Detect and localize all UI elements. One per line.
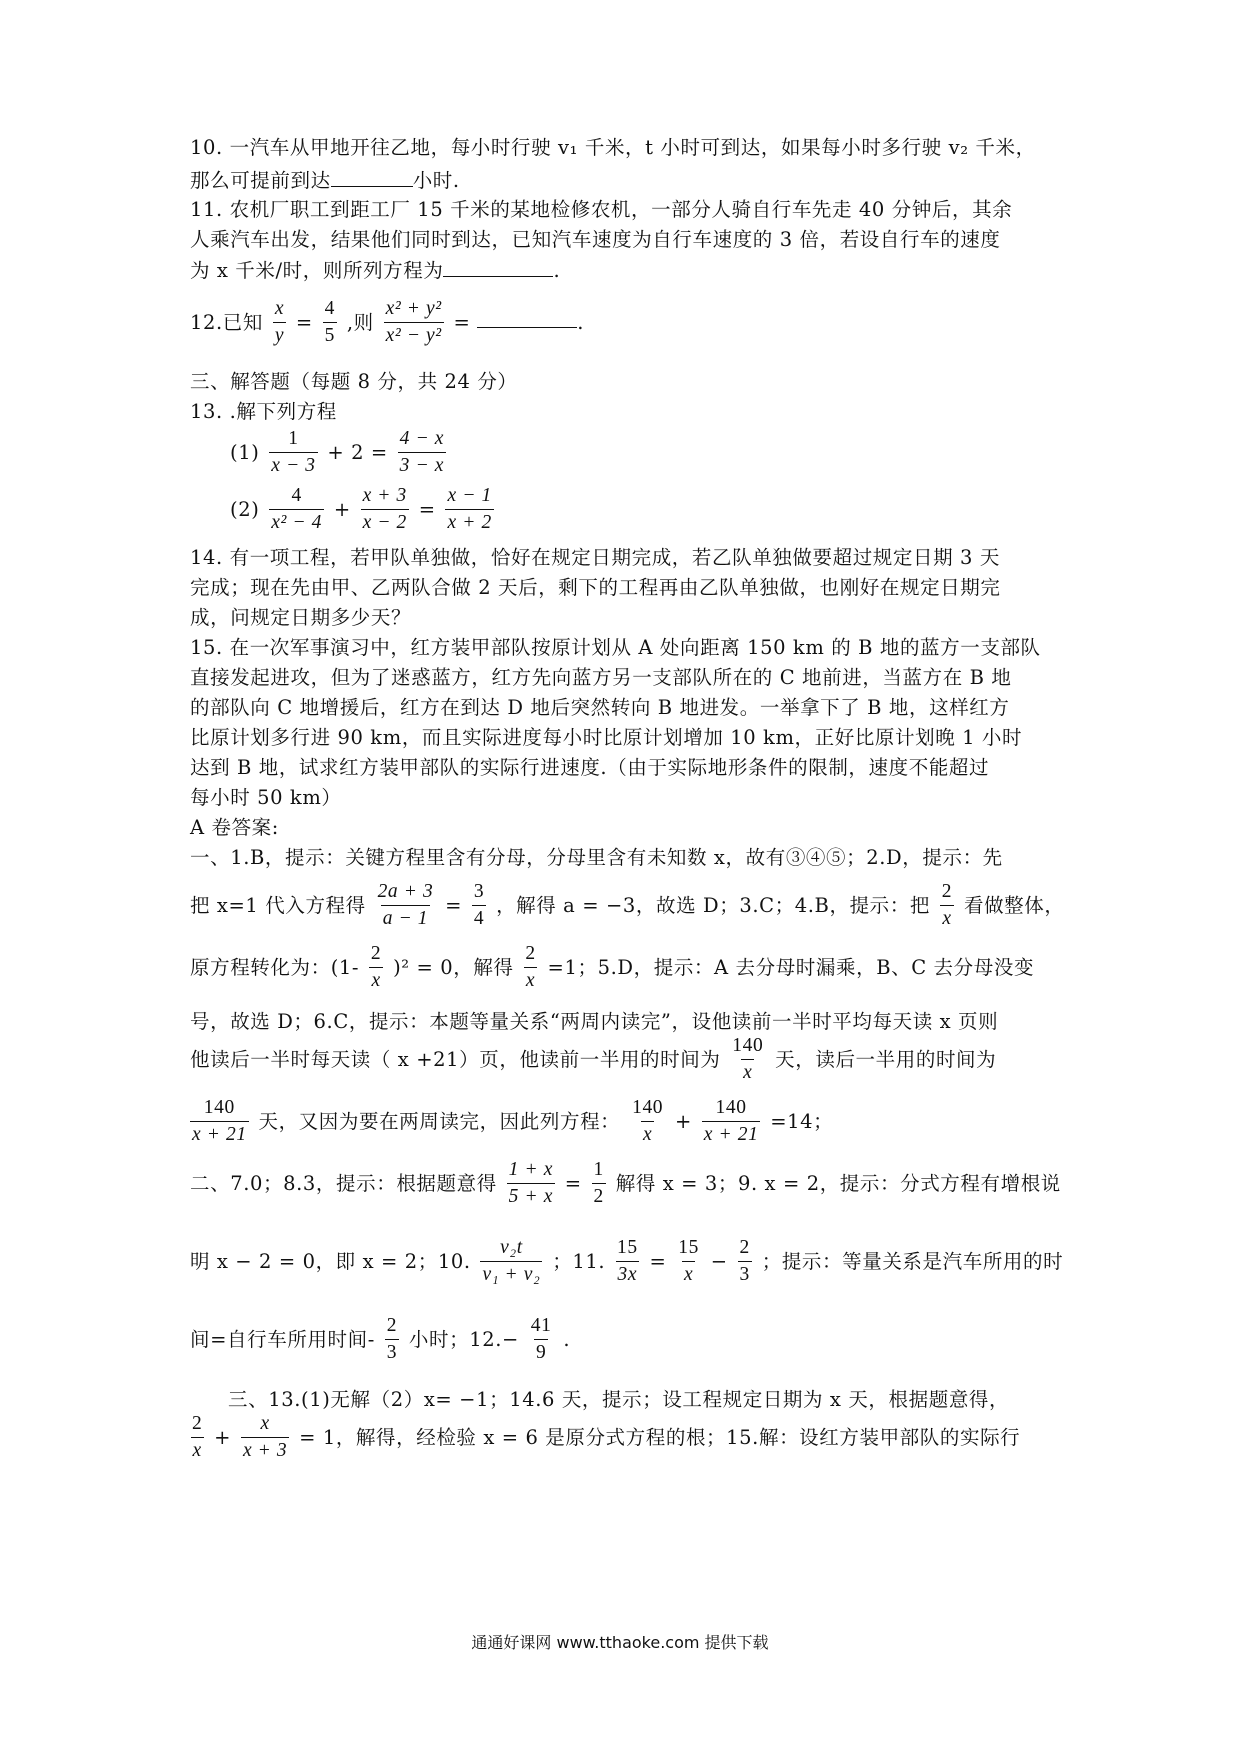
fraction-numerator: x + 3	[362, 485, 407, 506]
answers-row-2	[190, 880, 1064, 931]
q12-mid-text: ,则	[346, 310, 374, 334]
plus-sign: +	[674, 1109, 692, 1133]
answers-r6-fraction-2	[630, 1096, 665, 1147]
fraction-denominator: x	[641, 1121, 654, 1147]
fraction-denominator: 3	[385, 1339, 399, 1365]
fraction-denominator: 3	[738, 1261, 752, 1287]
fraction-numerator: 2a + 3	[377, 881, 434, 902]
fraction-denominator: 9	[534, 1339, 548, 1365]
answers-r2-text-c: 看做整体，	[963, 893, 1065, 917]
answers-row-11	[190, 1412, 1020, 1463]
fraction-denominator: 5 + x	[507, 1183, 555, 1209]
q13-p1-label: (1)	[230, 440, 260, 464]
fraction-denominator: x + 21	[702, 1121, 761, 1147]
plus-sign: +	[214, 1425, 232, 1449]
answers-row-1: 一、1.B，提示：关键方程里含有分母，分母里含有未知数 x，故有③④⑤；2.D，提示：先	[190, 846, 1003, 869]
q15-line-2: 直接发起进攻，但为了迷惑蓝方，红方先向蓝方另一支部队所在的 C 地前进，当蓝方在 B 地	[190, 666, 1012, 689]
fraction-denominator: 5	[323, 322, 337, 348]
fraction-denominator: x	[741, 1059, 754, 1085]
q14-line-3: 成，问规定日期多少天？	[190, 606, 412, 629]
fraction-numerator: 1 + x	[508, 1159, 553, 1180]
answers-r6-text-a: 天，又因为要在两周读完，因此列方程：	[258, 1109, 621, 1133]
fraction-numerator: 4 − x	[399, 428, 444, 449]
equals-sign: =	[445, 893, 463, 917]
answers-r8-fraction-1	[480, 1236, 542, 1287]
answers-r3-text-b: )² = 0，解得	[393, 955, 514, 979]
equals-sign: =	[649, 1249, 667, 1273]
answers-r7-text-a: 二、7.0；8.3，提示：根据题意得	[190, 1171, 497, 1195]
fraction-numerator: 2	[525, 943, 536, 964]
answers-r5-text-b: 天，读后一半用的时间为	[775, 1047, 997, 1071]
answers-r9-text-a: 间=自行车所用时间-	[190, 1327, 375, 1351]
fraction-numerator: 41	[530, 1315, 552, 1336]
fraction-denominator: x + 21	[190, 1121, 249, 1147]
q12-line	[190, 297, 584, 348]
page-footer: 通通好课网 www.tthaoke.com 提供下载	[471, 1633, 769, 1652]
q13-title: 13. .解下列方程	[190, 400, 337, 423]
q15-line-3: 的部队向 C 地增援后，红方在到达 D 地后突然转向 B 地进发。一举拿下了 B 地，这样红方	[190, 696, 1010, 719]
answers-r7-fraction-2	[592, 1158, 606, 1209]
answers-r6-fraction-3	[702, 1096, 761, 1147]
fraction-denominator: x − 3	[269, 452, 317, 478]
q15-line-6: 每小时 50 km）	[190, 786, 342, 809]
q15-line-4: 比原计划多行进 90 km，而且实际进度每小时比原计划增加 10 km，正好比原计划晚 1 小时	[190, 726, 1023, 749]
answers-r8-fraction-4	[738, 1236, 752, 1287]
q13-p2-label: (2)	[230, 497, 260, 521]
q11-line-2: 人乘汽车出发，结果他们同时到达，已知汽车速度为自行车速度的 3 倍，若设自行车的速度	[190, 228, 1001, 251]
answers-row-7	[190, 1158, 1061, 1209]
answers-r3-fraction-2	[523, 942, 537, 993]
answers-r3-text-a: 原方程转化为：(1-	[190, 955, 360, 979]
answers-r3-fraction-1	[369, 942, 383, 993]
fraction-denominator: x	[940, 905, 953, 931]
answers-r8-text-c: ；提示：等量关系是汽车所用的时	[761, 1249, 1064, 1273]
fraction-numerator: 2	[739, 1237, 750, 1258]
fraction-numerator: 140	[715, 1097, 747, 1118]
fraction-numerator: x	[260, 1413, 270, 1434]
answers-r6-fraction-1	[190, 1096, 249, 1147]
q15-line-5: 达到 B 地，试求红方装甲部队的实际行进速度.（由于实际地形条件的限制，速度不能超过	[190, 756, 990, 779]
fraction-numerator: 140	[732, 1035, 764, 1056]
q12-prefix: 12.已知	[190, 310, 264, 334]
fraction-numerator: x² + y²	[385, 298, 442, 319]
q11-text-a: 为 x 千米/时，则所列方程为	[190, 259, 444, 282]
fraction-denominator: 4	[472, 905, 486, 931]
answers-r8-fraction-2	[615, 1236, 640, 1287]
fraction-numerator: x − 1	[447, 485, 492, 506]
fraction-numerator: 140	[632, 1097, 664, 1118]
answers-r8-text-a: 明 x − 2 = 0，即 x = 2；10.	[190, 1249, 471, 1273]
answers-r8-fraction-3	[676, 1236, 701, 1287]
section-3-heading: 三、解答题（每题 8 分，共 24 分）	[190, 370, 518, 393]
fraction-denominator: x² − y²	[384, 322, 444, 348]
answers-row-6	[190, 1096, 833, 1147]
fraction-denominator: x + 2	[445, 509, 493, 535]
fraction-denominator: x² − 4	[269, 509, 324, 535]
fraction-numerator: 2	[941, 881, 953, 902]
fraction-numerator: 3	[473, 881, 485, 902]
answers-row-4: 号，故选 D；6.C，提示：本题等量关系“两周内读完”，设他读前一半时平均每天读 x 页则	[190, 1010, 999, 1033]
fraction-denominator: y	[273, 322, 286, 348]
fraction-numerator: 2	[386, 1315, 398, 1336]
answers-r11-text-a: = 1，解得，经检验 x = 6 是原分式方程的根；15.解：设红方装甲部队的实际行	[299, 1425, 1021, 1449]
fraction-numerator: v₂t	[500, 1237, 523, 1258]
answers-r9-text-c: .	[563, 1327, 571, 1351]
q13-p2-fraction-3	[445, 484, 493, 535]
fraction-denominator: 3x	[616, 1261, 640, 1287]
fraction-denominator: x	[524, 967, 537, 993]
answers-row-3	[190, 942, 1034, 993]
fraction-numerator: 15	[678, 1237, 699, 1258]
answers-title: A 卷答案:	[190, 816, 279, 839]
q13-part-2	[230, 484, 497, 535]
fraction-denominator: a − 1	[381, 905, 430, 931]
answers-r9-fraction-1	[385, 1314, 399, 1365]
fraction-numerator: 1	[288, 428, 299, 449]
q11-line-3	[190, 258, 560, 283]
q14-line-1: 14. 有一项工程，若甲队单独做，恰好在规定日期完成，若乙队单独做要超过规定日期 3 天	[190, 546, 1000, 569]
fraction-denominator: x	[369, 967, 382, 993]
fraction-numerator: 4	[291, 485, 302, 506]
q11-answer-blank	[443, 258, 553, 277]
answers-r7-fraction-1	[507, 1158, 555, 1209]
equals-sign: =	[295, 310, 313, 334]
answers-r8-text-b: ；11.	[552, 1249, 606, 1273]
answers-row-10: 三、13.(1)无解（2）x= −1；14.6 天，提示；设工程规定日期为 x 天，根据题意得，	[228, 1388, 1010, 1411]
answers-r2-text-a: 把 x=1 代入方程得	[190, 893, 366, 917]
answers-r5-fraction	[730, 1034, 765, 1085]
q10-text-a: 那么可提前到达	[190, 169, 331, 192]
fraction-numerator: 1	[593, 1159, 604, 1180]
q15-line-1: 15. 在一次军事演习中，红方装甲部队按原计划从 A 处向距离 150 km 的 B 地的蓝方一支部队	[190, 636, 1041, 659]
q14-line-2: 完成；现在先由甲、乙两队合做 2 天后，剩下的工程再由乙队单独做，也刚好在规定日期完	[190, 576, 1001, 599]
fraction-numerator: x	[274, 298, 285, 319]
fraction-numerator: 2	[192, 1413, 203, 1434]
equals-sign: =	[564, 1171, 582, 1195]
answers-row-5	[190, 1034, 996, 1085]
answers-r2-fraction-2	[472, 880, 486, 931]
q12-answer-blank	[477, 309, 577, 328]
answers-r3-text-c: =1；5.D，提示：A 去分母时漏乘，B、C 去分母没变	[547, 955, 1035, 979]
fraction-denominator: x − 2	[361, 509, 409, 535]
equals-sign: =	[453, 310, 471, 334]
fraction-denominator: 3 − x	[398, 452, 446, 478]
fraction-numerator: 15	[616, 1237, 638, 1258]
fraction-numerator: 140	[203, 1097, 235, 1118]
q12-end: .	[577, 310, 585, 334]
answers-r9-text-b: 小时；12.−	[408, 1327, 519, 1351]
q12-fraction-4-over-5	[323, 297, 337, 348]
plus-sign: +	[333, 497, 351, 521]
answers-row-9	[190, 1314, 570, 1365]
answers-r2-text-b: ，解得 a = −3，故选 D；3.C；4.B，提示：把	[496, 893, 930, 917]
answers-r5-text-a: 他读后一半时每天读（ x +21）页，他读前一半用的时间为	[190, 1047, 721, 1071]
fraction-denominator: x + 3	[241, 1437, 289, 1463]
fraction-denominator: 2	[592, 1183, 606, 1209]
q12-fraction-expression	[384, 297, 444, 348]
q12-fraction-x-over-y	[273, 297, 286, 348]
q11-line-1: 11. 农机厂职工到距工厂 15 千米的某地检修农机，一部分人骑自行车先走 40 分钟后，其余	[190, 198, 1013, 221]
answers-r11-fraction-2	[241, 1412, 289, 1463]
answers-r9-fraction-2	[529, 1314, 554, 1365]
fraction-denominator: x	[191, 1437, 204, 1463]
q13-p1-fraction-1	[269, 427, 317, 478]
minus-sign: −	[710, 1249, 728, 1273]
answers-r2-fraction-1	[376, 880, 436, 931]
equals-sign: =	[418, 497, 436, 521]
answers-row-8	[190, 1236, 1063, 1287]
answers-r6-text-b: =14；	[770, 1109, 834, 1133]
q13-p2-fraction-1	[269, 484, 324, 535]
answers-r7-text-b: 解得 x = 3；9. x = 2，提示：分式方程有增根说	[615, 1171, 1061, 1195]
answers-r2-fraction-3	[940, 880, 954, 931]
q10-answer-blank	[331, 168, 413, 187]
q10-text-b: 小时.	[412, 169, 460, 192]
fraction-denominator: x	[682, 1261, 695, 1287]
fraction-denominator: v₁ + v₂	[480, 1261, 542, 1287]
q10-line-1: 10. 一汽车从甲地开往乙地，每小时行驶 v₁ 千米，t 小时可到达，如果每小时多行驶 v₂ 千米，	[190, 136, 1036, 159]
q13-part-1	[230, 427, 449, 478]
q13-p1-mid: + 2 =	[327, 440, 388, 464]
q10-line-2	[190, 168, 460, 193]
fraction-numerator: 4	[324, 298, 336, 319]
fraction-numerator: 2	[370, 943, 382, 964]
answers-r11-fraction-1	[190, 1412, 204, 1463]
q11-text-b: .	[553, 259, 561, 282]
q13-p1-fraction-2	[398, 427, 446, 478]
q13-p2-fraction-2	[361, 484, 409, 535]
